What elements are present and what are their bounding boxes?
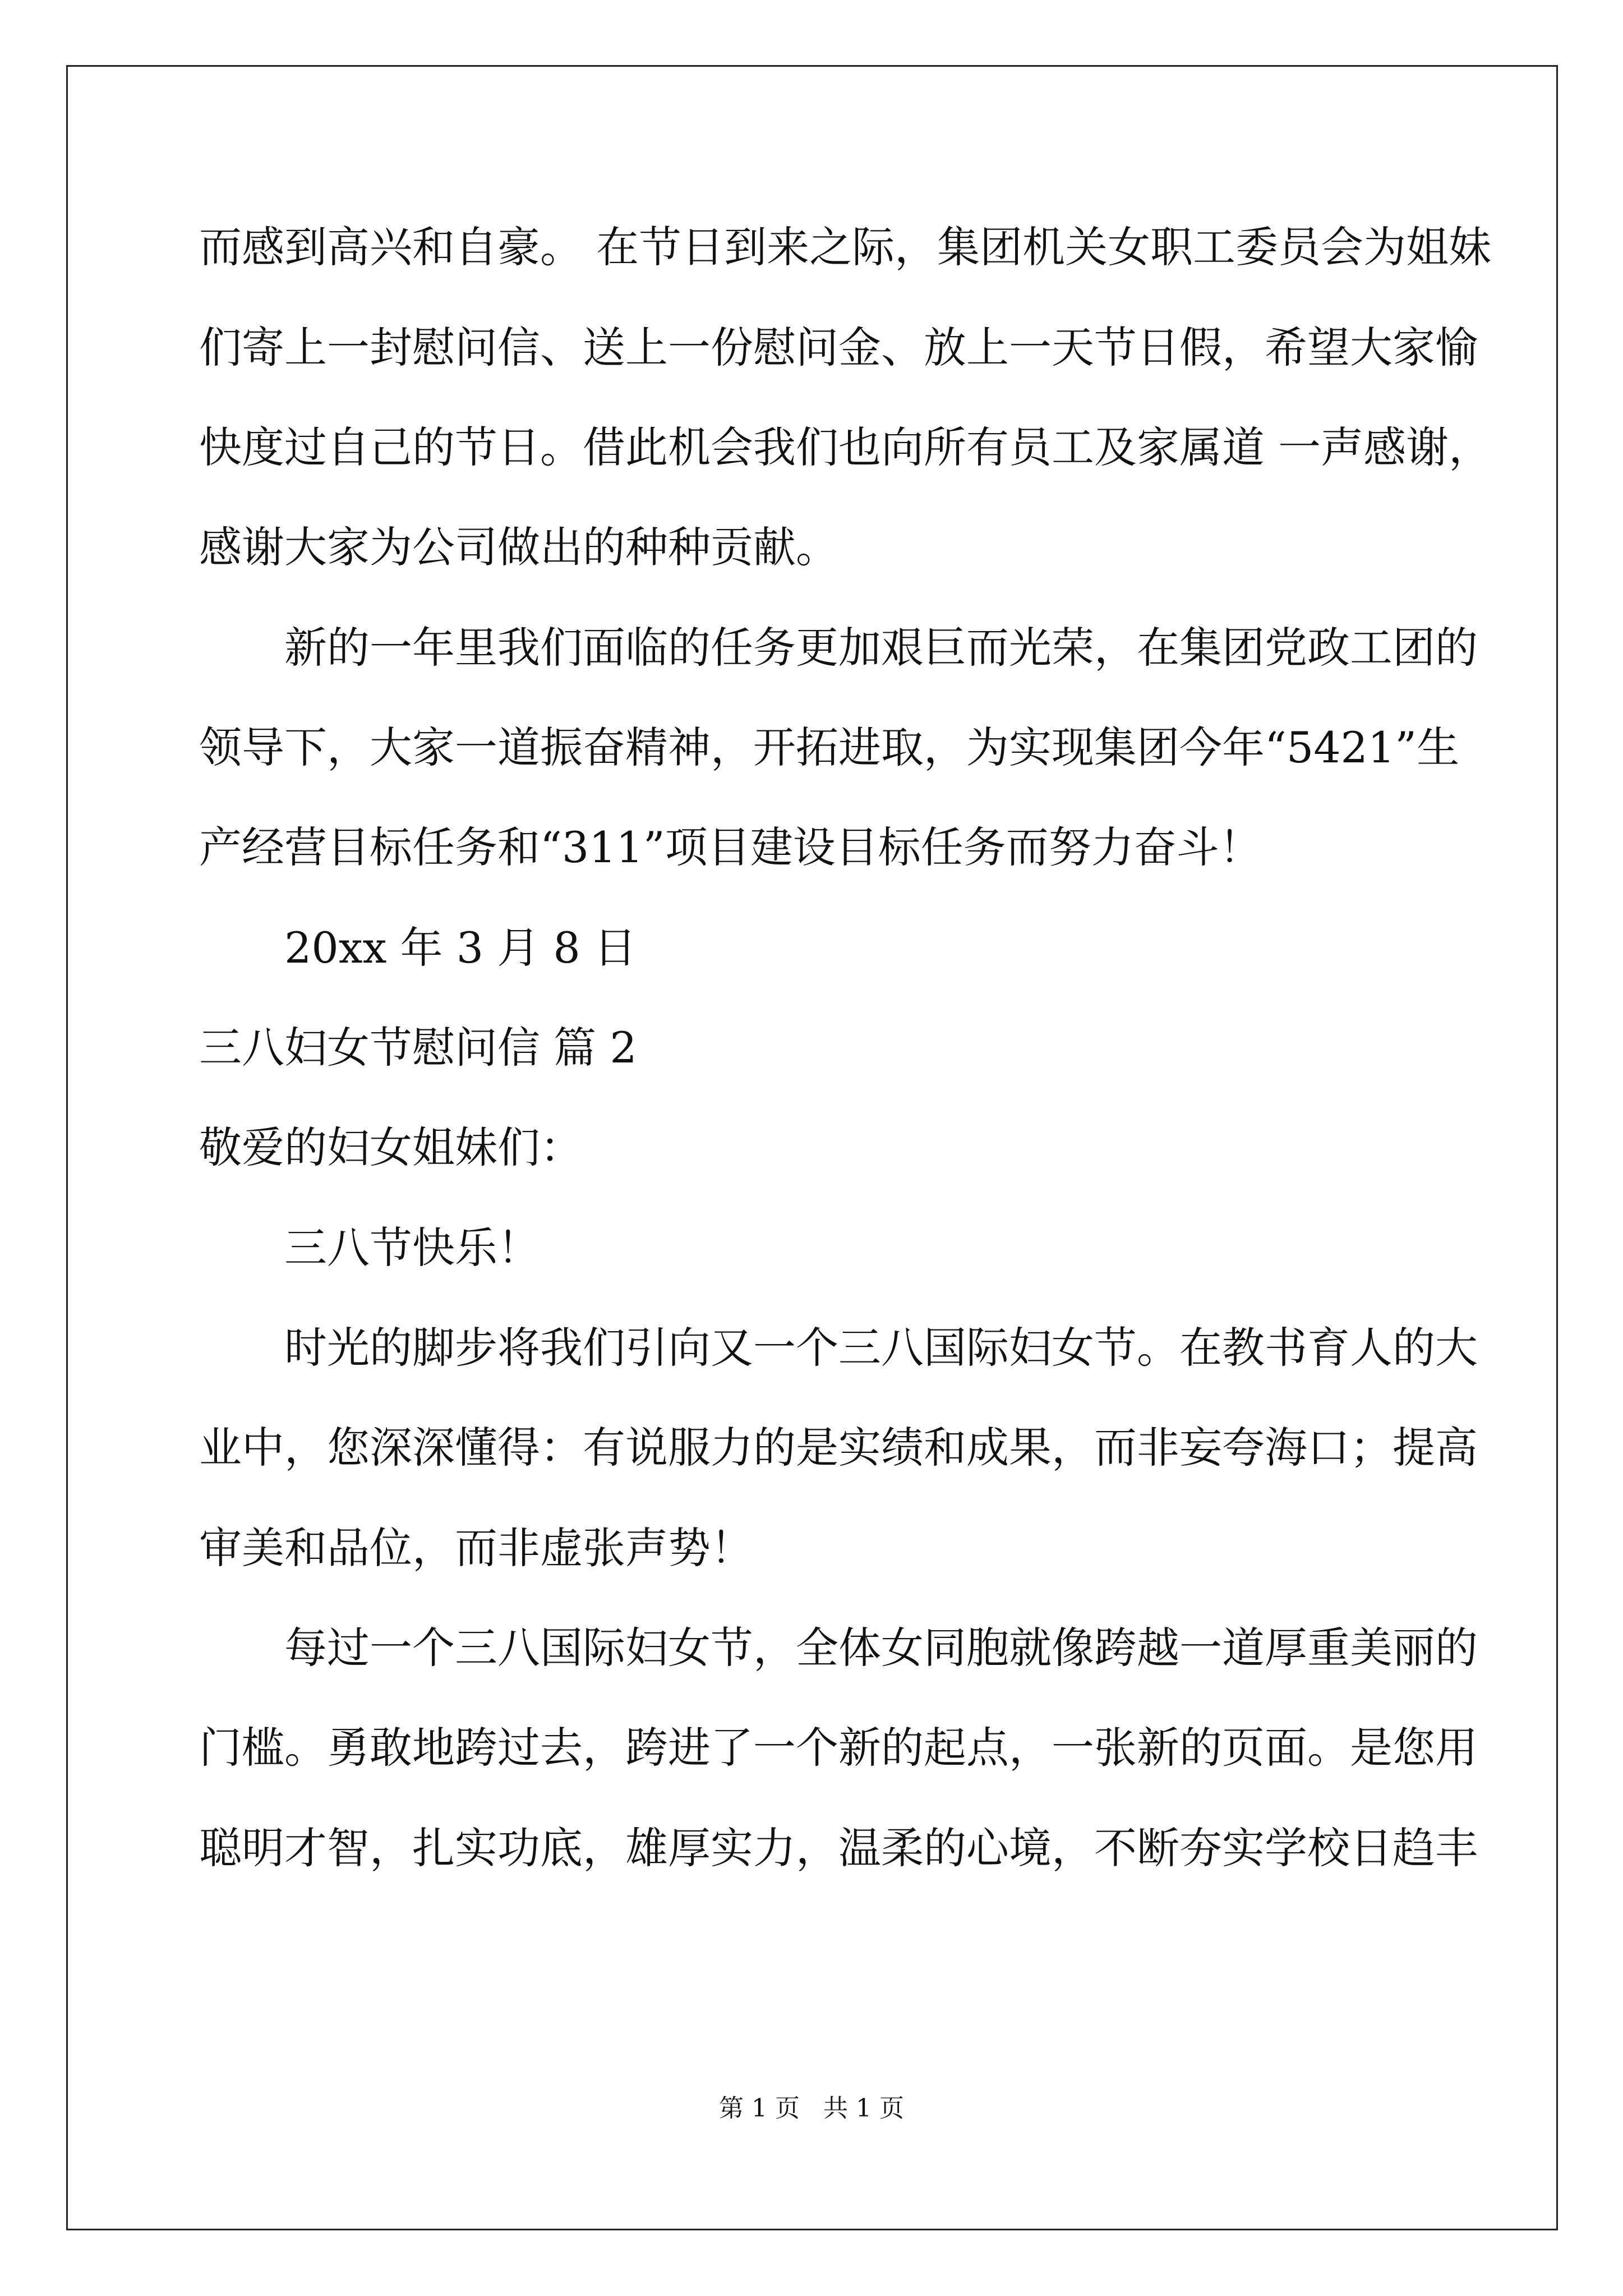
- paragraph-line: 新的一年里我们面临的任务更加艰巨而光荣，在集团党政工团的: [284, 623, 1478, 673]
- page-footer: 第 1 页 共 1 页: [719, 2094, 904, 2123]
- paragraph-line: 快度过自己的节日。借此机会我们也向所有员工及家属道 一声感谢，: [199, 422, 1492, 472]
- paragraph-line: 聪明才智，扎实功底，雄厚实力，温柔的心境，不断夯实学校日趋丰: [199, 1823, 1478, 1873]
- paragraph-line: 业中，您深深懂得：有说服力的是实绩和成果，而非妄夸海口；提高: [199, 1423, 1478, 1473]
- paragraph-line: 们寄上一封慰问信、送上一份慰问金、放上一天节日假，希望大家愉: [199, 323, 1478, 372]
- paragraph-line: 审美和品位，而非虚张声势！: [199, 1523, 753, 1573]
- paragraph-line: 感谢大家为公司做出的种种贡献。: [199, 522, 838, 572]
- section-heading: 三八妇女节慰问信 篇 2: [199, 1023, 637, 1073]
- paragraph-line: 而感到高兴和自豪。 在节日到来之际，集团机关女职工委员会为姐妹: [199, 222, 1492, 272]
- salutation: 敬爱的妇女姐妹们：: [199, 1122, 583, 1172]
- paragraph-line: 每过一个三八国际妇女节，全体女同胞就像跨越一道厚重美丽的: [284, 1623, 1478, 1673]
- paragraph-line: 门槛。勇敢地跨过去，跨进了一个新的起点，一张新的页面。是您用: [199, 1723, 1478, 1773]
- paragraph-line: 产经营目标任务和“311”项目建设目标任务而努力奋斗！: [199, 822, 1262, 872]
- date-line: 20xx 年 3 月 8 日: [284, 923, 637, 973]
- paragraph-line: 时光的脚步将我们引向又一个三八国际妇女节。在教书育人的大: [284, 1323, 1478, 1373]
- greeting: 三八节快乐！: [284, 1223, 540, 1273]
- paragraph-line: 领导下，大家一道振奋精神，开拓进取，为实现集团今年“5421”生: [199, 723, 1460, 772]
